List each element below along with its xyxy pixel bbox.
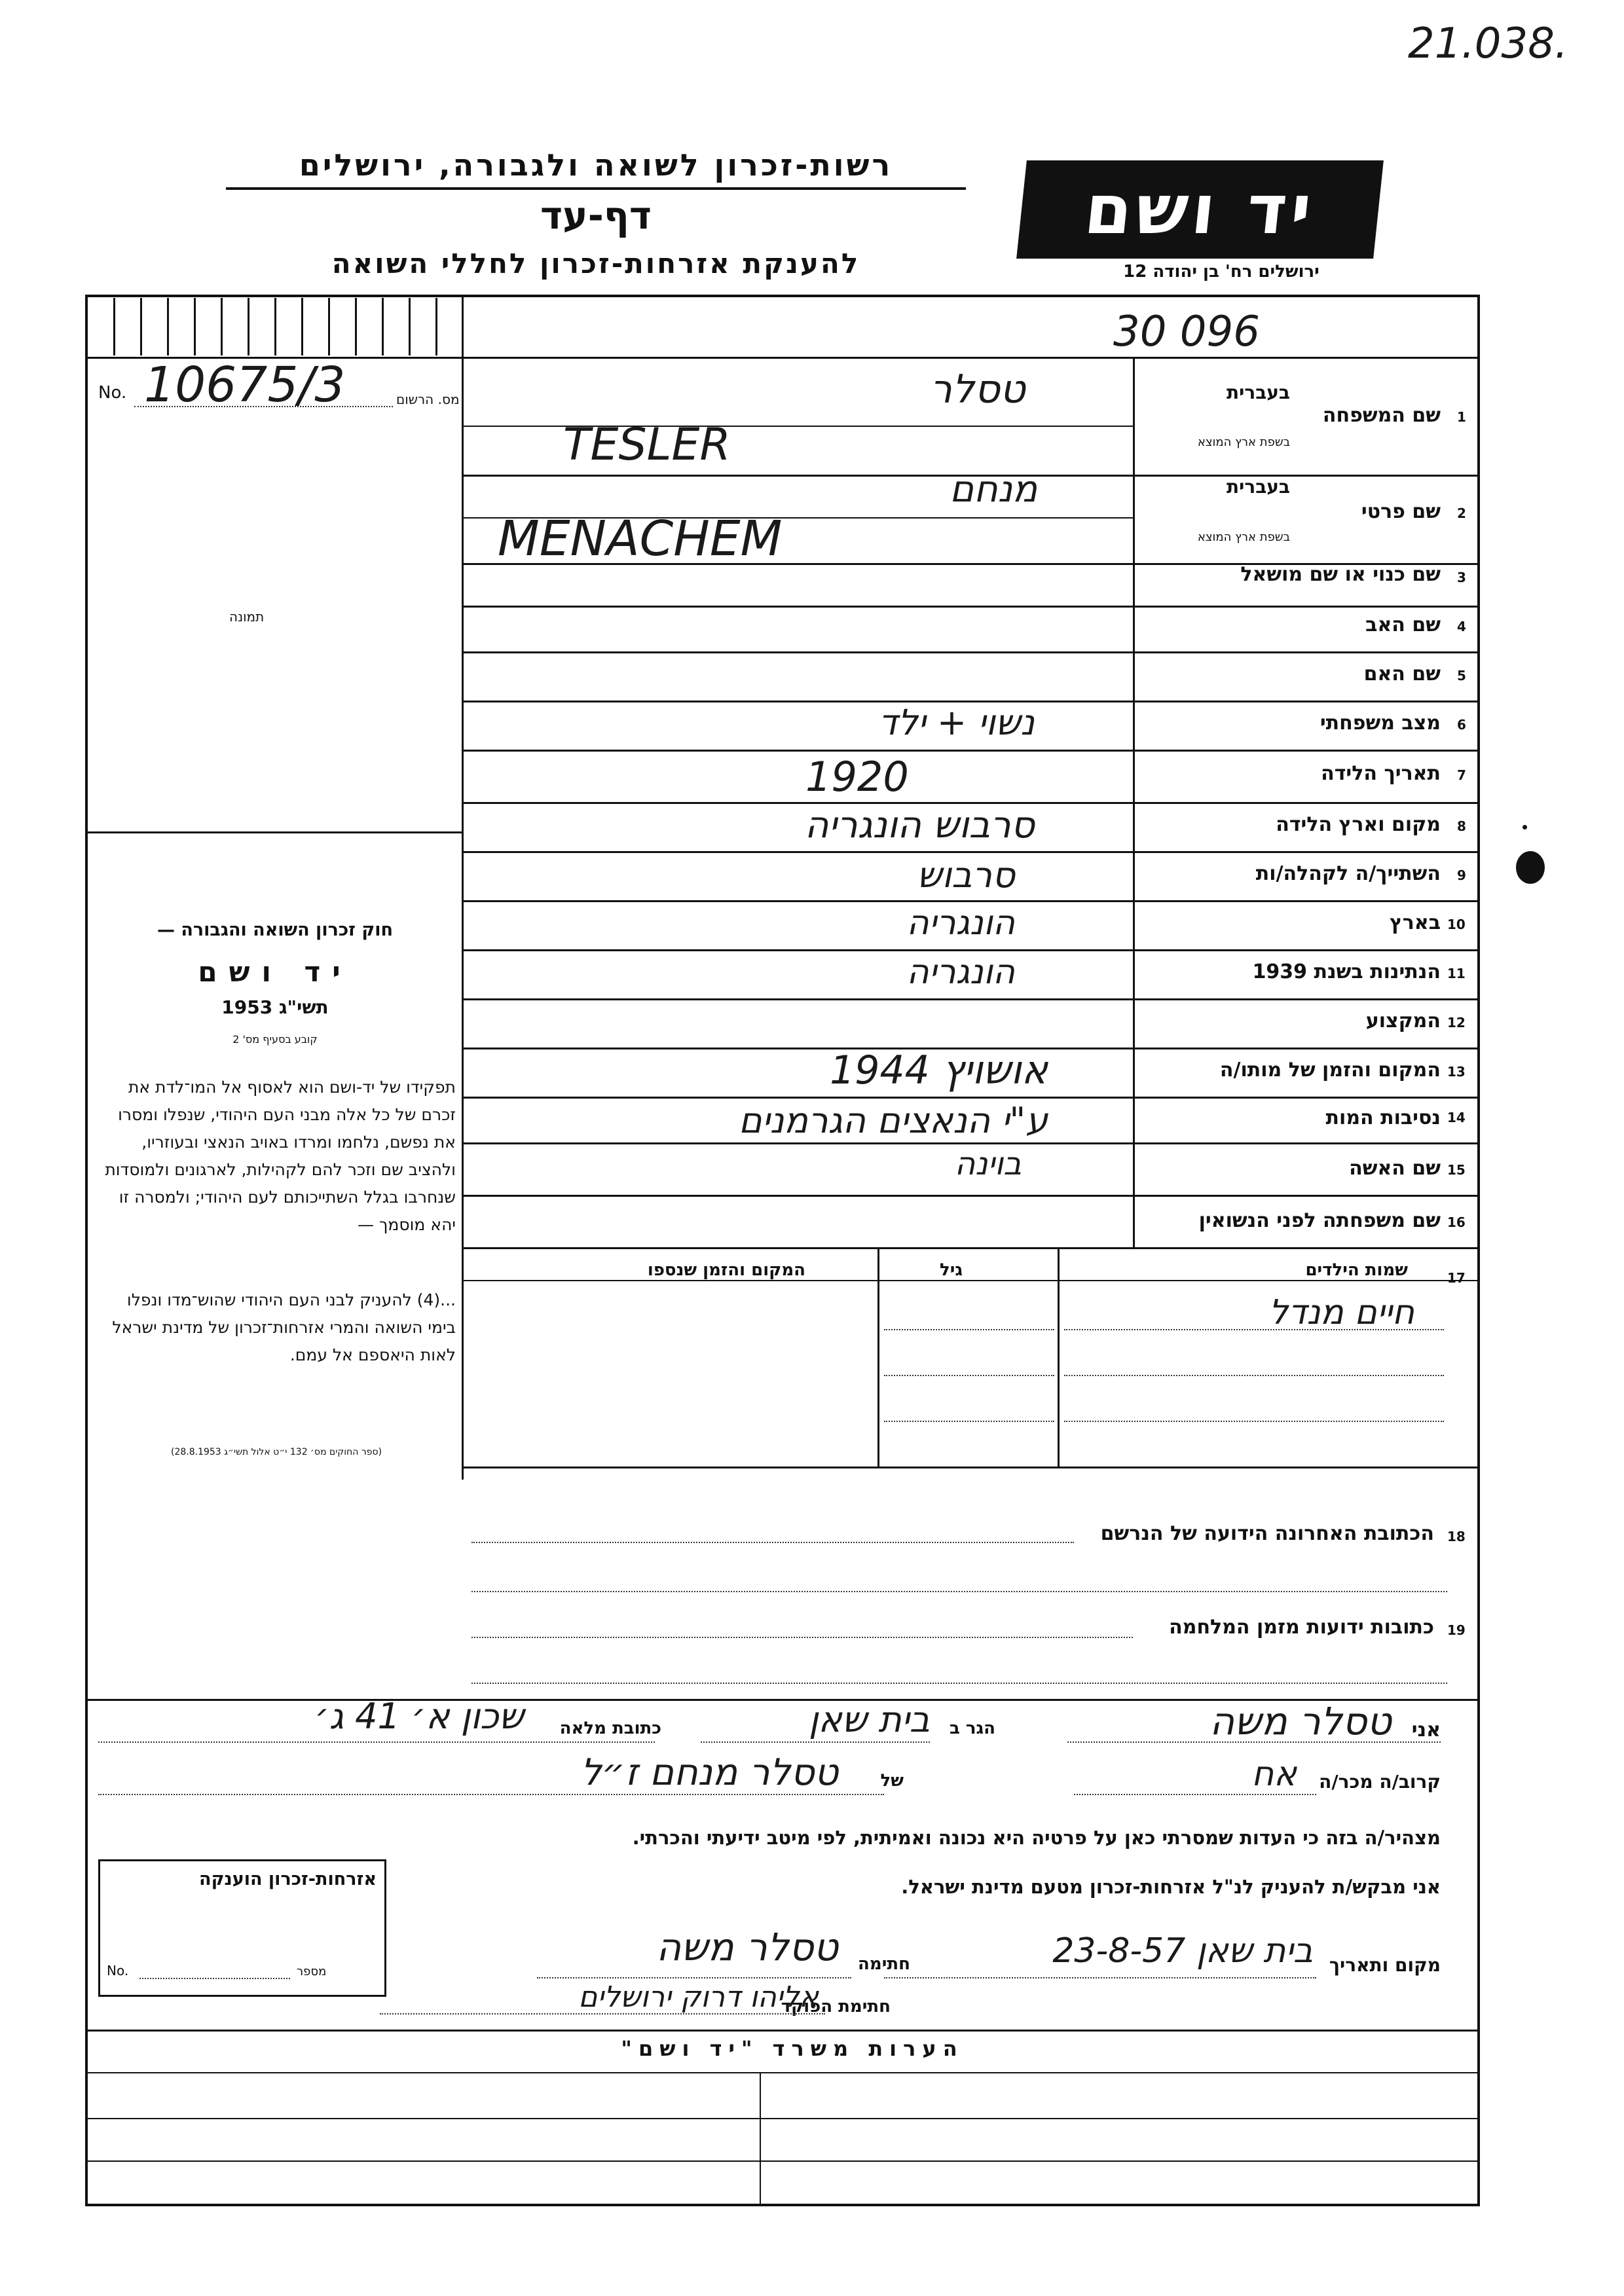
citizenship-box-title: אזרחות-זכרון הוענקה (199, 1869, 377, 1889)
field-9-value: סרבוש (917, 854, 1015, 896)
field-8-num: 8 (1457, 818, 1466, 834)
field-16-num: 16 (1447, 1214, 1466, 1230)
citizenship-box (98, 1859, 386, 1997)
field-5-num: 5 (1457, 668, 1466, 683)
reg-no-prefix: No. (98, 383, 127, 403)
field-1-label: שם המשפחה (1322, 404, 1441, 427)
field-19-num: 19 (1447, 1622, 1466, 1638)
reg-no-value: 10675/3 (144, 357, 346, 413)
field-18-label: הכתובת האחרונה הידועה של הנרשם (1100, 1522, 1434, 1545)
field-6-label: מצב משפחתי (1320, 712, 1441, 735)
field-15-label: שם האשה (1349, 1157, 1441, 1180)
field-1-value-orig: TESLER (563, 419, 731, 471)
field-15-value: בוינה (954, 1146, 1022, 1182)
law-paragraph-2: ...(4) להעניק לבני העם היהודי שהוש־מדו ונפלו בימי השואה והמרי אזרחות־זכרון של מדינת ישראל לאות היאספם אל עמם. (112, 1290, 456, 1364)
field-4-label: שם האב (1365, 613, 1441, 636)
field-11-label: הנתינות בשנת 1939 (1252, 960, 1441, 983)
decl-place-date-value: בית שאן 23-8-57 (1052, 1931, 1313, 1971)
photo-label: תמונה (229, 609, 265, 625)
field-2-label: שם פרטי (1361, 500, 1441, 523)
file-code: 30 096 (1113, 308, 1260, 356)
field-14-label: נסיבות המות (1325, 1106, 1441, 1129)
field-11-num: 11 (1447, 966, 1466, 981)
decl-place-date-label: מקום ותאריך (1329, 1954, 1441, 1976)
field-2-value-he: מנחם (950, 468, 1038, 511)
field-13-value: אושויץ 1944 (830, 1048, 1048, 1093)
citizenship-box-no: No. (107, 1963, 129, 1978)
binder-dot (1522, 825, 1527, 829)
logo-text: יד ושם (1080, 170, 1320, 249)
field-2-num: 2 (1457, 505, 1466, 521)
decl-address-value: שכון א׳ 41 ג׳ (314, 1696, 524, 1737)
form-title: דף-עד (540, 193, 652, 238)
field-1-value-he: טסלר (930, 367, 1025, 412)
field-2-value-orig: MENACHEM (498, 511, 783, 567)
law-year: תשי"ג 1953 (221, 996, 329, 1018)
decl-statement-1: מצהיר/ה בזה כי העדות שמסרתי כאן על פרטיה היא נכונה ואמיתית, לפי מיטב ידיעתי והכרתי. (632, 1827, 1441, 1849)
decl-i-value: טסלר משה (1209, 1699, 1392, 1743)
decl-signature-value: טסלר משה (656, 1925, 838, 1969)
law-name: יד ושם (198, 956, 352, 988)
field-6-value: נשוי + ילד (878, 702, 1035, 743)
archive-number: 21.038. (1408, 20, 1568, 68)
child-name-1: חיים מנדל (1268, 1293, 1414, 1332)
field-13-label: המקום והזמן של מותו/ה (1219, 1059, 1441, 1082)
field-2-hebrew-label: בעברית (1226, 476, 1290, 498)
decl-statement-2: אני מבקש/ת להעניק לנ"ל אזרחות-זכרון מטעם מדינת ישראל. (901, 1876, 1441, 1898)
decl-relative-label: קרוב/ה מכר/ה (1319, 1771, 1441, 1793)
field-4-num: 4 (1457, 619, 1466, 634)
header-authority: רשות-זכרון לשואה ולגבורה, ירושלים (299, 147, 893, 183)
field-17-num: 17 (1447, 1270, 1466, 1286)
field-3-label: שם כנוי או שם מושאל (1240, 563, 1441, 586)
field-16-label: שם משפחתה לפני הנשואין (1198, 1209, 1441, 1232)
field-10-label: בארץ (1389, 911, 1441, 934)
field-6-num: 6 (1457, 717, 1466, 733)
field-19-label: כתובות ידועות מזמן המלחמה (1169, 1616, 1434, 1639)
header-underline (226, 187, 966, 190)
decl-i-label: אני (1411, 1719, 1441, 1741)
children-col-place: המקום והזמן שנספו (647, 1260, 805, 1280)
citizenship-box-number-label: מספר (297, 1965, 327, 1978)
reg-no-label: מס. הרשום (396, 392, 460, 407)
field-2-origin-label: בשפת ארץ המוצא (1197, 530, 1290, 544)
law-clause: קובע בסעיף מס' 2 (232, 1033, 318, 1046)
decl-relative-value: אח (1251, 1755, 1297, 1794)
decl-signature-label: חתימה (858, 1954, 910, 1974)
field-3-num: 3 (1457, 570, 1466, 585)
field-7-num: 7 (1457, 767, 1466, 783)
law-paragraph-1: תפקידו של יד-ושם הוא לאסוף אל המו־לדת את זכרם של כל אלה מבני העם היהודי, שנפלו ומסרו את נפשם, נלחמו ומרדו באויב הנאצי ובעוזריו, ולהציב שם וזכר להם לקהילות, לארגונים ולמוסדות שנחרבו בגלל השתייכותם לעם היהודי; ולמסרה זו יהא מוסמך — (105, 1078, 456, 1234)
children-col-age: גיל (939, 1260, 963, 1280)
field-14-num: 14 (1447, 1110, 1466, 1125)
yad-vashem-logo (1016, 160, 1384, 259)
field-9-num: 9 (1457, 867, 1466, 883)
law-title: חוק זכרון השואה והגבורה — (157, 920, 394, 940)
field-5-label: שם האם (1363, 663, 1441, 685)
law-footnote: (ספר החוקים מס׳ 132 י״ט אלול תשי״ג 28.8.1953) (170, 1447, 382, 1457)
header-address: ירושלים רח' בן יהודה 12 (1123, 262, 1320, 282)
field-8-label: מקום וארץ הלידה (1276, 813, 1441, 836)
field-7-value: 1920 (805, 753, 909, 801)
reg-no-boxes (88, 298, 462, 355)
field-12-label: המקצוע (1365, 1010, 1441, 1032)
decl-of-label: של (880, 1771, 904, 1791)
field-9-label: השתייך/ה לקהלה/ות (1255, 862, 1441, 885)
field-18-num: 18 (1447, 1529, 1466, 1544)
decl-of-value: טסלר מנחם ז״ל (580, 1751, 838, 1794)
field-12-num: 12 (1447, 1015, 1466, 1030)
children-col-names: שמות הילדים (1305, 1260, 1408, 1280)
decl-official-value: אליהו דרוק ירושלים (578, 1980, 819, 2014)
field-13-num: 13 (1447, 1064, 1466, 1080)
decl-resident-value: בית שאן (808, 1699, 930, 1740)
field-1-hebrew-label: בעברית (1226, 382, 1290, 403)
field-1-num: 1 (1457, 409, 1466, 425)
decl-resident-label: הגר ב (949, 1719, 995, 1738)
field-1-origin-label: בשפת ארץ המוצא (1197, 435, 1290, 449)
form-subtitle: להענקת אזרחות-זכרון לחללי השואה (331, 247, 860, 280)
decl-address-label: כתובת מלאה (559, 1719, 661, 1738)
binder-hole (1516, 851, 1545, 884)
field-10-value: הונגריה (906, 903, 1015, 943)
office-notes-title: הערות משרד "יד ושם" (621, 2036, 964, 2061)
field-10-num: 10 (1447, 917, 1466, 932)
field-11-value: הונגריה (906, 953, 1015, 992)
decl-official-label: חתימת הפוקד (781, 1997, 891, 2016)
field-8-value: סרבוש הונגריה (804, 804, 1035, 847)
field-15-num: 15 (1447, 1162, 1466, 1178)
field-7-label: תאריך הלידה (1321, 762, 1441, 785)
field-14-value: ע"י הנאצים הגרמנים (738, 1100, 1048, 1141)
